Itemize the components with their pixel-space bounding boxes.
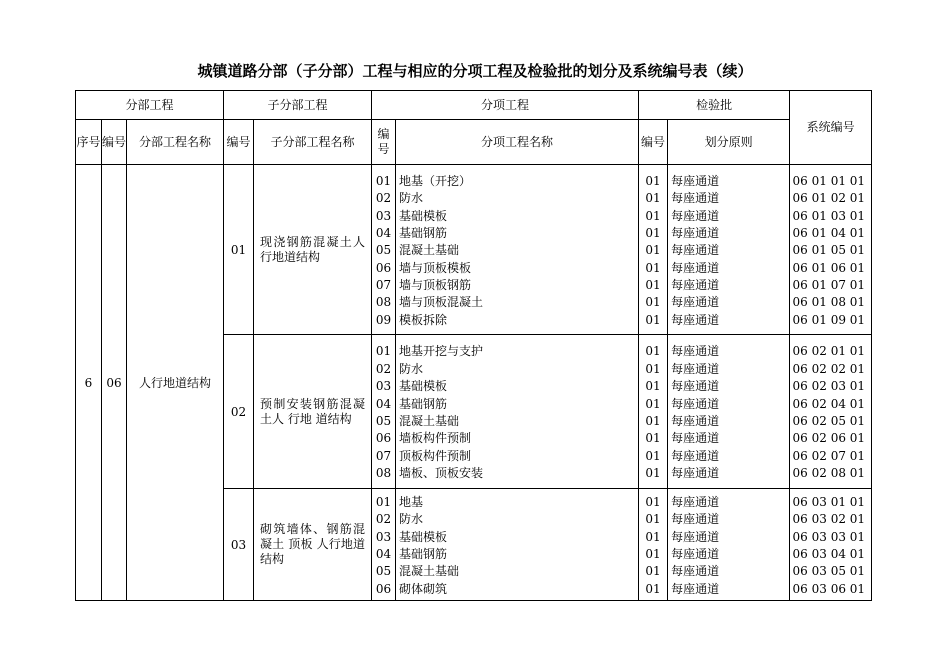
division-rule: 每座通道: [671, 494, 720, 509]
item-name: 顶板构件预制: [399, 448, 472, 463]
item-code: 08: [375, 466, 392, 481]
division-rule: 每座通道: [671, 191, 720, 206]
division-rule: 每座通道: [671, 466, 720, 481]
header-division-name: 分部工程名称: [127, 120, 224, 165]
header-subdivision: 子分部工程: [224, 91, 372, 120]
batch-code: 01: [645, 173, 661, 188]
subdivision-name: 预制安装钢筋混凝土人 行地 道结构: [254, 335, 372, 489]
batch-code: 01: [645, 414, 661, 428]
system-number: 06 02 06 01: [792, 431, 866, 446]
subdivision-code: 01: [224, 165, 254, 335]
item-code: 05: [375, 243, 392, 258]
item-name: 墙与顶板钢筋: [399, 278, 472, 293]
division-rule: 每座通道: [671, 208, 720, 223]
system-number: 06 02 05 01: [792, 414, 866, 428]
item-name: 墙与顶板模板: [399, 260, 472, 275]
item-name: 混凝土基础: [399, 564, 460, 579]
item-code-column: [372, 335, 396, 489]
division-rule: 每座通道: [671, 448, 720, 463]
item-name: 混凝土基础: [399, 414, 460, 428]
item-name: 墙板、顶板安装: [399, 466, 484, 481]
header-division-rule: 划分原则: [668, 120, 790, 165]
item-code: 02: [375, 191, 392, 206]
classification-table: [75, 90, 872, 601]
system-number: 06 03 06 01: [792, 581, 866, 596]
batch-code: 01: [645, 448, 661, 463]
system-number: 06 01 09 01: [792, 312, 866, 327]
system-number: 06 02 01 01: [792, 344, 866, 359]
division-rule: 每座通道: [671, 361, 720, 376]
batch-code: 01: [645, 208, 661, 223]
header-subdivision-name: 子分部工程名称: [254, 120, 372, 165]
subdivision-name: 现浇钢筋混凝土人行地道结构: [254, 165, 372, 335]
division-rule: 每座通道: [671, 396, 720, 411]
item-name: 地基: [399, 494, 424, 509]
item-code: 04: [375, 396, 392, 411]
division-rule: 每座通道: [671, 547, 720, 561]
batch-code: 01: [645, 396, 661, 411]
system-number: 06 02 03 01: [792, 379, 866, 394]
batch-code: 01: [645, 494, 661, 509]
item-name-column: [396, 165, 639, 335]
subdivision-code: 03: [224, 489, 254, 601]
item-name: 混凝土基础: [399, 243, 460, 258]
division-rule: 每座通道: [671, 295, 720, 310]
division-rule: 每座通道: [671, 431, 720, 446]
item-name: 墙与顶板混凝土: [399, 295, 484, 310]
item-name: 墙板构件预制: [399, 431, 472, 446]
division-rule: 每座通道: [671, 581, 720, 596]
item-code: 02: [375, 361, 392, 376]
batch-code: 01: [645, 466, 661, 481]
batch-code: 01: [645, 529, 661, 544]
batch-code: 01: [645, 431, 661, 446]
item-code: 01: [375, 344, 392, 359]
header-system-number: 系统编号: [790, 91, 872, 165]
item-name: 砌体砌筑: [399, 581, 448, 596]
division-rule: 每座通道: [671, 344, 720, 359]
system-number: 06 01 06 01: [792, 260, 866, 275]
division-seq: 6: [76, 165, 102, 601]
system-number-column: [790, 489, 872, 601]
item-name: 防水: [399, 512, 424, 527]
division-rule: 每座通道: [671, 225, 720, 240]
batch-code: 01: [645, 243, 661, 258]
system-number: 06 03 02 01: [792, 512, 866, 527]
system-number: 06 02 04 01: [792, 396, 866, 411]
batch-code-column: [639, 489, 668, 601]
division-name: 人行地道结构: [127, 165, 224, 601]
division-rule: 每座通道: [671, 564, 720, 579]
item-code: 01: [375, 173, 392, 188]
system-number: 06 03 03 01: [792, 529, 866, 544]
division-code: 06: [102, 165, 127, 601]
batch-code: 01: [645, 344, 661, 359]
batch-code-column: [639, 335, 668, 489]
system-number: 06 03 05 01: [792, 564, 866, 579]
item-code: 04: [375, 225, 392, 240]
batch-code: 01: [645, 312, 661, 327]
item-code: 04: [375, 547, 392, 561]
division-rule-column: [668, 335, 790, 489]
item-code: 08: [375, 295, 392, 310]
item-code: 03: [375, 208, 392, 223]
system-number: 06 01 02 01: [792, 191, 866, 206]
item-code-column: [372, 165, 396, 335]
division-rule: 每座通道: [671, 278, 720, 293]
system-number: 06 03 01 01: [792, 494, 866, 509]
division-rule: 每座通道: [671, 512, 720, 527]
system-number: 06 02 08 01: [792, 466, 866, 481]
header-batch-code: 编号: [639, 120, 668, 165]
batch-code: 01: [645, 547, 661, 561]
batch-code: 01: [645, 278, 661, 293]
division-rule: 每座通道: [671, 243, 720, 258]
subdivision-code: 02: [224, 335, 254, 489]
batch-code: 01: [645, 379, 661, 394]
batch-code: 01: [645, 512, 661, 527]
header-seq: 序号: [76, 120, 102, 165]
item-code: 09: [375, 312, 392, 327]
item-name: 基础钢筋: [399, 396, 448, 411]
system-number: 06 02 07 01: [792, 448, 866, 463]
item-name: 基础钢筋: [399, 547, 448, 561]
header-item-name: 分项工程名称: [396, 120, 639, 165]
system-number: 06 02 02 01: [792, 361, 866, 376]
item-code: 03: [375, 529, 392, 544]
header-code: 编号: [102, 120, 127, 165]
system-number: 06 03 04 01: [792, 547, 866, 561]
item-name: 模板拆除: [399, 312, 448, 327]
page-title: 城镇道路分部（子分部）工程与相应的分项工程及检验批的划分及系统编号表（续）: [197, 62, 753, 80]
table-body: [76, 165, 872, 601]
system-number: 06 01 03 01: [792, 208, 866, 223]
item-code: 07: [375, 278, 392, 293]
item-code: 06: [375, 581, 392, 596]
division-rule: 每座通道: [671, 173, 720, 188]
division-rule: 每座通道: [671, 529, 720, 544]
item-code-column: [372, 489, 396, 601]
batch-code: 01: [645, 361, 661, 376]
item-code: 05: [375, 564, 392, 579]
division-rule: 每座通道: [671, 260, 720, 275]
item-name: 基础模板: [399, 208, 448, 223]
system-number: 06 01 08 01: [792, 295, 866, 310]
system-number: 06 01 07 01: [792, 278, 866, 293]
item-code: 06: [375, 260, 392, 275]
division-rule: 每座通道: [671, 414, 720, 428]
header-batch: 检验批: [639, 91, 790, 120]
item-name: 基础钢筋: [399, 225, 448, 240]
item-name: 防水: [399, 191, 424, 206]
system-number: 06 01 01 01: [792, 173, 866, 188]
batch-code: 01: [645, 581, 661, 596]
item-name-column: [396, 489, 639, 601]
batch-code: 01: [645, 191, 661, 206]
item-code: 01: [375, 494, 392, 509]
batch-code: 01: [645, 260, 661, 275]
system-number-column: [790, 165, 872, 335]
header-item: 分项工程: [372, 91, 639, 120]
item-name: 地基开挖与支护: [399, 344, 484, 359]
subdivision-name: 砌筑墙体、钢筋混凝土 顶板 人行地道结构: [254, 489, 372, 601]
system-number: 06 01 04 01: [792, 225, 866, 240]
item-code: 02: [375, 512, 392, 527]
division-rule: 每座通道: [671, 312, 720, 327]
system-number-column: [790, 335, 872, 489]
batch-code-column: [639, 165, 668, 335]
item-name: 地基（开挖）: [399, 173, 472, 188]
batch-code: 01: [645, 295, 661, 310]
item-name: 基础模板: [399, 379, 448, 394]
item-name: 防水: [399, 361, 424, 376]
item-code: 03: [375, 379, 392, 394]
system-number: 06 01 05 01: [792, 243, 866, 258]
item-code: 07: [375, 448, 392, 463]
batch-code: 01: [645, 564, 661, 579]
item-code: 05: [375, 414, 392, 428]
division-rule-column: [668, 165, 790, 335]
item-code: 06: [375, 431, 392, 446]
division-rule-column: [668, 489, 790, 601]
header-item-code: 编号: [372, 120, 396, 165]
header-division: 分部工程: [76, 91, 224, 120]
item-name-column: [396, 335, 639, 489]
division-rule: 每座通道: [671, 379, 720, 394]
batch-code: 01: [645, 225, 661, 240]
header-sub-code: 编号: [224, 120, 254, 165]
item-name: 基础模板: [399, 529, 448, 544]
